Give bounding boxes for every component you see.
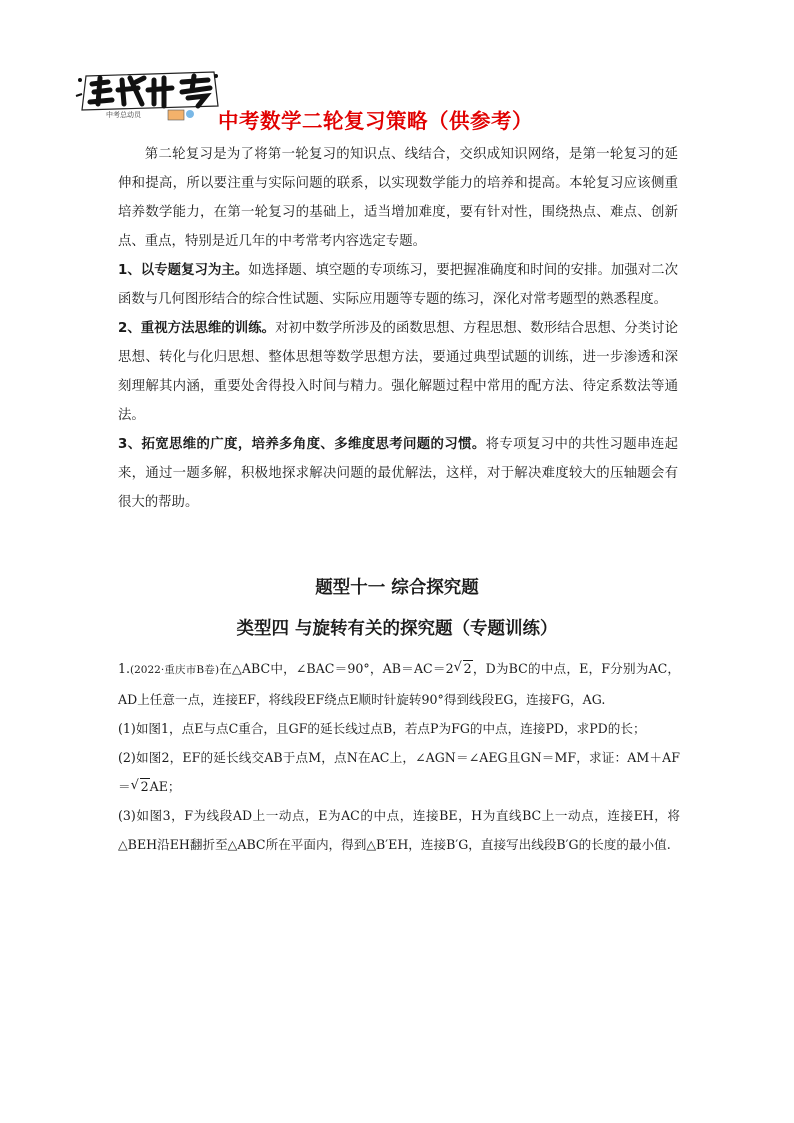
radicand: 2 <box>463 661 472 676</box>
intro-paragraph: 第二轮复习是为了将第一轮复习的知识点、线结合，交织成知识网络，是第一轮复习的延伸和提高，所以要注重与实际问题的联系，以实现数学能力的培养和提高。本轮复习应该侧重培养数学能力，在第一轮复习的基础上，适当增加难度，要有针对性，围绕热点、难点、创新点、重点，特别是近几年的中考常考内容选定专题。 <box>118 147 678 249</box>
strategy-item-1 <box>118 256 678 314</box>
subsection-heading: 类型四 与旋转有关的探究题（专题训练） <box>236 619 558 639</box>
sqrt-expression <box>131 772 150 801</box>
question-1: (1)如图1，点E与点C重合，且GF的延长线过点B，若点P为FG的中点，连接PD，求PD的长； <box>118 721 646 736</box>
question-3: (3)如图3，F为线段AD上一动点，E为AC的中点，连接BE，H为直线BC上一动点，连接EH，将△BEH沿EH翻折至△ABC所在平面内，得到△B′EH，连接B′G，直接写出线段B′G的长度的最小值. <box>118 808 680 852</box>
problem-stem-text: ，D为BC的中点，E，F分别为AC，AD上任意一点，连接EF，将线段EF绕点E顺时针旋转90°得到线段EG，连接FG，AG. <box>118 661 680 707</box>
problem-1 <box>118 654 680 859</box>
question-2 <box>118 743 680 801</box>
problem-stem <box>118 654 680 714</box>
section-heading: 题型十一 综合探究题 <box>315 578 479 598</box>
strategy-item-2 <box>118 314 678 430</box>
document-title: 中考数学二轮复习策略（供参考） <box>218 109 533 133</box>
strategy-item-text: 将专项复习中的共性习题串连起来，通过一题多解，积极地探求解决问题的最优解法，这样，对于解决难度较大的压轴题会有很大的帮助。 <box>118 437 678 510</box>
question-2-text: (2)如图2，EF的延长线交AB于点M，点N在AC上，∠AGN＝∠AEG且GN＝MF，求证：AM＋AF＝ <box>118 750 680 794</box>
strategy-item-text: 如选择题、填空题的专项练习，要把握准确度和时间的安排。加强对二次函数与几何图形结合的综合性试题、实际应用题等专题的练习，深化对常考题型的熟悉程度。 <box>118 263 678 307</box>
logo-graphic <box>72 66 222 126</box>
strategy-item-lead: 1、以专题复习为主。 <box>118 263 249 278</box>
exam-prep-logo <box>72 66 222 126</box>
logo-tagline: 中考总动员 <box>106 111 141 119</box>
strategy-item-text: 对初中数学所涉及的函数思想、方程思想、数形结合思想、分类讨论思想、转化与化归思想、整体思想等数学思想方法，要通过典型试题的训练，进一步渗透和深刻理解其内涵，重要处舍得投入时间与精力。强化解题过程中常用的配方法、待定系数法等通法。 <box>118 321 678 423</box>
review-strategy-section <box>118 140 678 517</box>
question-2-text: AE； <box>149 779 181 794</box>
problem-source: (2022·重庆市B卷) <box>130 664 220 676</box>
strategy-item-lead: 3、拓宽思维的广度，培养多角度、多维度思考问题的习惯。 <box>118 437 486 452</box>
problem-stem-text: 在△ABC中，∠BAC＝90°，AB＝AC＝2 <box>219 661 454 676</box>
sqrt-expression <box>454 654 473 683</box>
problem-number: 1. <box>118 661 131 676</box>
strategy-item-3 <box>118 430 678 517</box>
strategy-item-lead: 2、重视方法思维的训练。 <box>118 321 276 336</box>
radicand: 2 <box>140 779 149 794</box>
